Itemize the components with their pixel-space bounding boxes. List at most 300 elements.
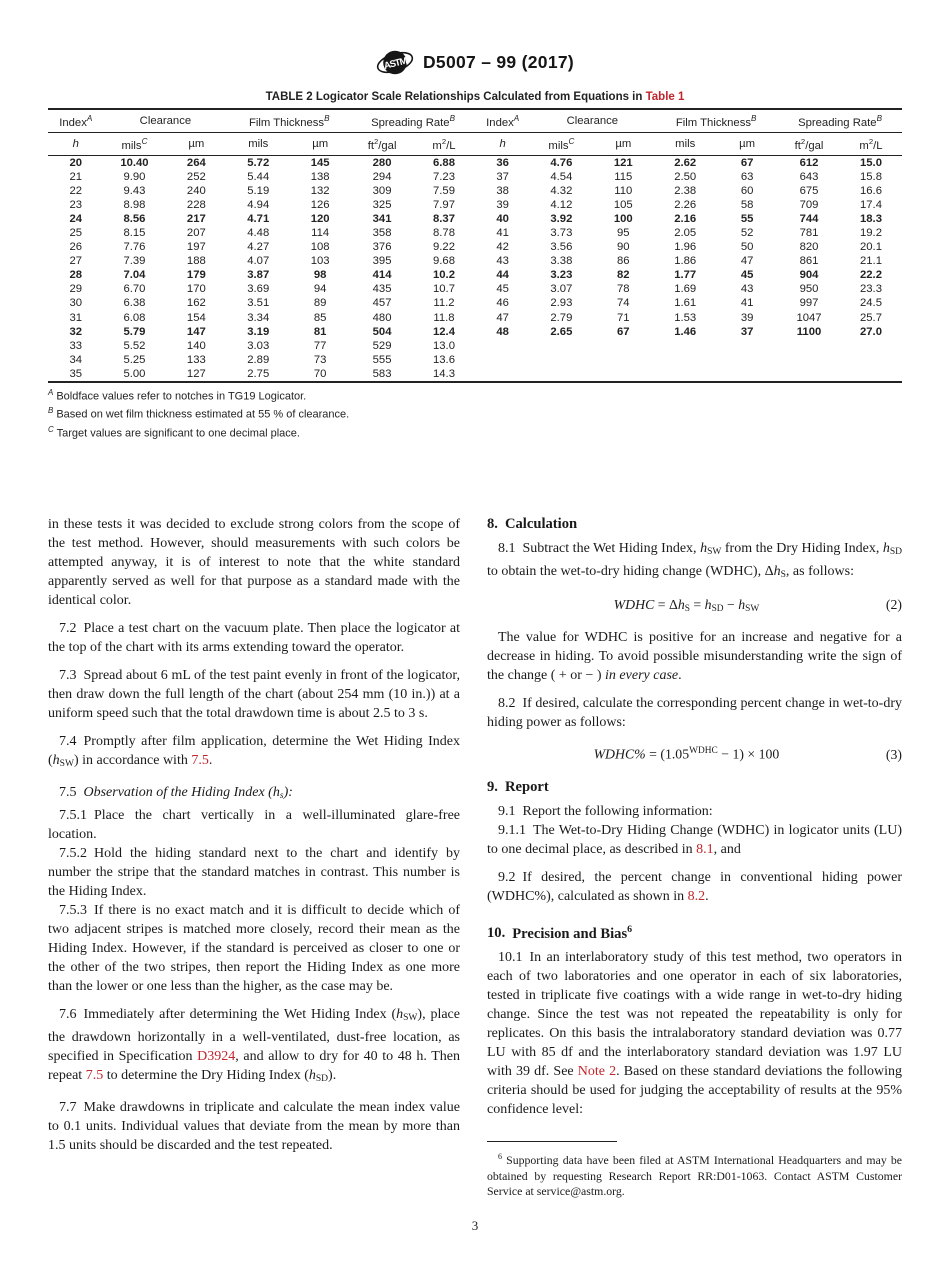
table-cell: 2.16 [674, 212, 697, 225]
table-cell: 504 [372, 325, 392, 338]
table-cell: 13.6 [432, 353, 455, 366]
text-segment: h [677, 596, 685, 612]
text-segment: Film Thickness [675, 116, 751, 129]
paragraph-continuation [48, 515, 460, 610]
table-cell: 4.12 [550, 198, 573, 211]
table-cell: 5.25 [123, 353, 146, 366]
text-segment: 10. [487, 925, 506, 942]
col-header-spreading-rate-right [778, 109, 902, 132]
unit-header [530, 132, 592, 155]
paragraph-wdhc-sign [487, 628, 902, 685]
table-cell: 529 [372, 339, 392, 352]
text-segment: SW [745, 604, 760, 615]
table-cell [530, 353, 592, 367]
text-segment: Hold the hiding standard next to the chart and identify by number the stripe that the standard matches in contrast. This number is the Hiding Index. [48, 845, 460, 899]
text-segment: h [52, 752, 60, 768]
table-cell: 14.3 [432, 367, 455, 380]
ref-link-7-5[interactable]: 7.5 [191, 752, 209, 768]
text-segment: ft [794, 139, 801, 152]
table-cell: 74 [617, 297, 630, 310]
table-cell [654, 339, 716, 353]
table-cell: 2.38 [674, 184, 697, 197]
svg-text:ASTM: ASTM [382, 55, 408, 72]
text-segment: µm [615, 137, 632, 150]
page-number: 3 [471, 1218, 479, 1233]
table-cell [778, 353, 840, 367]
table-cell: 26 [69, 241, 83, 254]
logicator-table [48, 108, 902, 383]
table-cell: 228 [186, 198, 206, 211]
equation-3-body [487, 742, 886, 764]
table-cell: 1.96 [674, 241, 697, 254]
text-segment: h [773, 563, 781, 579]
text-segment: Clearance [139, 114, 192, 127]
table-cell: 37 [496, 170, 509, 183]
unit-header [351, 132, 413, 155]
table-cell: 21 [69, 170, 83, 183]
text-segment: h [882, 540, 890, 556]
table-cell: 120 [310, 212, 330, 225]
table-cell: 7.76 [123, 241, 146, 254]
table-cell: 7.23 [432, 170, 455, 183]
text-segment: . [208, 752, 213, 768]
table-cell: 1.77 [674, 269, 697, 282]
text-segment: The Wet-to-Dry Hiding Change (WDHC) in logicator units (LU) to one decimal place, as described in [487, 822, 902, 857]
table-cell: 3.56 [550, 241, 573, 254]
table-cell: 37 [740, 325, 754, 338]
table-cell: 132 [310, 184, 330, 197]
table-cell: 744 [799, 212, 819, 225]
table-cell: 45 [740, 269, 754, 282]
table-cell: 8.37 [432, 212, 455, 225]
table-cell: 9.22 [432, 241, 455, 254]
table-cell: 25.7 [859, 311, 882, 324]
table-cell: 5.79 [123, 325, 146, 338]
text-segment: 2 [373, 136, 379, 146]
table-cell: 4.94 [247, 198, 270, 211]
standard-designation: D5007 – 99 (2017) [422, 52, 575, 72]
text-segment: 10.1 [498, 950, 523, 966]
text-segment: /gal [378, 139, 397, 152]
unit-header [165, 132, 227, 155]
text-segment: , and allow to dry for 40 to 48 h. Then repeat [48, 1049, 460, 1084]
text-segment: 7.6 [59, 1006, 77, 1022]
text-segment: h [396, 1006, 404, 1022]
table-cell: 7.04 [123, 269, 146, 282]
table-cell: 207 [186, 227, 206, 239]
ref-link-table-1[interactable]: Table 1 [645, 91, 685, 103]
table-cell: 47 [740, 255, 754, 268]
text-segment: h [700, 540, 708, 556]
table-cell: 44 [496, 269, 509, 282]
text-segment: In an interlaboratory study of this test method, two operators in each of two laboratories and one operator in each of six laboratories, tested in triplicate five coatings with a wide range in wet-to-dry hiding change. Since the test was not repeated the repeatability is only for replicates. On this basis the intralaboratory standard deviation was 0.77 LU with 85 df and the interlaboratory standard deviation was 1.97 LU with 39 df. See [487, 950, 902, 1080]
table-cell: 52 [740, 227, 754, 239]
text-segment: Precision and Bias [512, 925, 628, 942]
body-columns [48, 515, 902, 1200]
unit-header [413, 132, 475, 155]
table-cell: 27 [69, 255, 83, 268]
equation-2 [487, 595, 902, 619]
table-cell: 188 [186, 255, 206, 268]
text-segment: h [308, 1068, 316, 1084]
table-cell: 3.69 [247, 283, 270, 296]
table-cell: 457 [372, 297, 392, 310]
table-cell: 8.15 [123, 227, 146, 239]
table-cell: 4.07 [247, 255, 270, 268]
table-cell: 3.73 [550, 227, 573, 239]
paragraph-7-7 [48, 1098, 460, 1155]
table-cell: 162 [186, 297, 206, 310]
table-body [48, 155, 902, 382]
table-cell [654, 353, 716, 367]
text-segment: SD [889, 546, 903, 557]
table-cell: 3.23 [550, 269, 573, 282]
table-cell: 23.3 [859, 283, 882, 296]
text-segment: /L [873, 139, 883, 152]
table-cell [530, 367, 592, 382]
ref-link-8-1[interactable]: 8.1 [696, 841, 714, 857]
ref-link-8-2[interactable]: 8.2 [687, 888, 706, 904]
table-cell: 63 [740, 170, 754, 183]
paragraph-9-1 [487, 802, 902, 821]
unit-header [840, 132, 902, 155]
table-cell: 140 [186, 339, 206, 352]
text-segment: Spreading Rate [371, 116, 450, 129]
table-cell: 358 [372, 227, 392, 239]
table-cell: 997 [799, 297, 819, 310]
text-segment: m [432, 139, 442, 152]
text-segment: B [449, 114, 455, 123]
text-segment: from the Dry Hiding Index, [721, 540, 883, 556]
table-cell: 133 [186, 353, 206, 366]
table-cell: 294 [372, 170, 392, 183]
table-cell: 60 [740, 184, 754, 197]
ref-link-d3924[interactable]: D3924 [197, 1049, 236, 1065]
table-cell: 43 [740, 283, 754, 296]
table-cell: 39 [740, 311, 754, 324]
text-segment: If desired, the percent change in conventional hiding power (WDHC%), calculated as shown in [487, 869, 902, 904]
table-cell: 2.75 [247, 367, 270, 380]
table-cell: 41 [740, 297, 754, 310]
text-segment: 7.5.3 [59, 902, 87, 918]
table-cell: 709 [799, 198, 819, 211]
table-footnote-c [48, 423, 902, 441]
table-cell: 55 [740, 212, 754, 225]
table-cell: 414 [372, 269, 392, 282]
text-segment: µm [188, 137, 205, 150]
table-cell: 81 [313, 325, 327, 338]
table-cell: 16.6 [859, 184, 882, 197]
text-segment: Promptly after film application, determine the Wet Hiding Index ( [48, 733, 460, 768]
unit-header [48, 132, 104, 155]
text-segment: Film Thickness [248, 116, 325, 129]
table-cell: 15.0 [859, 156, 882, 169]
table-cell: 2.65 [550, 325, 573, 338]
text-segment: If desired, calculate the corresponding percent change in wet-to-dry hiding power as follows: [487, 696, 902, 731]
text-segment: s [279, 790, 284, 801]
table-cell: 12.4 [432, 325, 455, 338]
table-cell: 13.0 [432, 339, 455, 352]
text-segment: in these tests it was decided to exclude strong colors from the scope of the test method. However, should measurements with such colors be attempted anyway, it is of interest to note that the white standard apparently served as well for that purpose as a standard made with the identical color. [48, 516, 460, 608]
table-cell: 46 [496, 297, 509, 310]
text-segment: 9.2 [498, 869, 516, 885]
table-cell: 240 [186, 184, 206, 197]
text-segment: Immediately after determining the Wet Hiding Index ( [83, 1006, 397, 1022]
table-cell: 6.08 [123, 311, 146, 324]
table-row [48, 367, 902, 382]
table-cell: 904 [799, 269, 819, 282]
table-cell: 1.53 [674, 311, 697, 324]
table-cell: 77 [313, 339, 327, 352]
text-segment: mils [548, 139, 569, 152]
table-cell: 3.51 [247, 297, 270, 310]
text-segment: S [684, 604, 690, 615]
text-segment: 6 [498, 1152, 503, 1162]
text-segment: Spread about 6 mL of the test paint evenly in front of the logicator, then draw down the full length of the chart (about 254 mm (10 in.)) at a uniform speed such that the total drawdown time is about 2.5 to 3 s. [48, 667, 460, 721]
paragraph-10-1 [487, 948, 902, 1119]
table-cell: 24.5 [859, 297, 882, 310]
table-cell: 35 [69, 367, 83, 380]
left-column [48, 515, 460, 1200]
table-cell: 71 [617, 311, 630, 324]
table-cell: 3.03 [247, 339, 270, 352]
table-cell: 9.68 [432, 255, 455, 268]
text-segment: 2 [868, 136, 874, 146]
table-cell: 20.1 [859, 241, 882, 254]
text-segment: − [723, 596, 739, 612]
table-cell: 115 [614, 170, 633, 183]
table-cell: 24 [69, 212, 83, 225]
text-segment: Index [59, 116, 87, 129]
ref-link-7-5[interactable]: 7.5 [85, 1068, 104, 1084]
table-cell: 781 [799, 227, 819, 239]
table-cell: 11.2 [433, 297, 455, 310]
table-cell: 950 [799, 283, 819, 296]
text-segment: Clearance [566, 114, 619, 127]
table-cell: 95 [617, 227, 630, 239]
text-segment: ) in accordance with [73, 752, 192, 768]
table-cell: 10.7 [432, 283, 455, 296]
text-segment: Observation of the Hiding Index ( [83, 784, 273, 800]
section-heading-9 [487, 778, 902, 797]
table-cell: 43 [496, 255, 509, 268]
table-row [48, 155, 902, 170]
text-segment: 2 [441, 136, 447, 146]
table-cell: 2.62 [674, 156, 697, 169]
paragraph-7-2 [48, 619, 460, 657]
table-cell: 42 [496, 241, 509, 254]
col-header-clearance-right [530, 109, 654, 132]
table-cell: 48 [496, 325, 509, 338]
text-segment: TABLE 2 Logicator Scale Relationships Calculated from Equations in [265, 91, 646, 103]
table-cell: 7.39 [123, 255, 146, 268]
text-segment: 9. [487, 778, 498, 795]
text-segment: m [859, 139, 869, 152]
table-cell: 2.05 [674, 227, 697, 239]
text-segment: S [780, 569, 786, 580]
table-cell: 17.4 [859, 198, 882, 211]
text-segment: C [568, 136, 575, 146]
table-cell: 1.61 [674, 297, 697, 310]
table-cell: 3.87 [247, 269, 270, 282]
table-cell: 197 [186, 241, 206, 254]
paragraph-7-6 [48, 1005, 460, 1089]
table-cell: 98 [313, 269, 327, 282]
text-segment: SW [59, 758, 74, 769]
table-cell: 20 [69, 156, 83, 169]
table-cell: 27.0 [859, 325, 882, 338]
footnote-divider [487, 1141, 617, 1142]
table-cell: 58 [740, 198, 754, 211]
unit-header [289, 132, 351, 155]
text-segment: Subtract the Wet Hiding Index, [522, 540, 701, 556]
table-cell: 67 [740, 156, 754, 169]
col-header-index-left [48, 109, 104, 132]
unit-header [654, 132, 716, 155]
footnote-6 [487, 1149, 902, 1199]
text-segment: h [272, 784, 280, 800]
table-cell [592, 339, 654, 353]
table-cell: 309 [372, 184, 392, 197]
text-segment: 7.5.2 [59, 845, 87, 861]
text-segment: Based on wet film thickness estimated at 55 % of clearance. [53, 408, 350, 421]
text-segment: B [48, 406, 54, 416]
text-segment: , as follows: [785, 563, 854, 579]
text-segment: WDHC [613, 596, 655, 612]
table-cell: 376 [372, 241, 392, 254]
equation-3-number: (3) [885, 746, 902, 762]
table-title [48, 91, 902, 103]
table-cell: 47 [496, 311, 509, 324]
table-cell: 643 [799, 170, 819, 183]
text-segment: A [86, 114, 93, 123]
table-cell: 264 [186, 156, 206, 169]
table-cell: 10.2 [432, 269, 455, 282]
table-cell [840, 339, 902, 353]
text-segment: 9.1.1 [498, 822, 526, 838]
text-segment: ), place the drawdown horizontally in a well-ventilated, dust-free location, as specified in Specification [48, 1006, 460, 1065]
text-segment: h [738, 596, 746, 612]
table-cell: 90 [617, 241, 630, 254]
table-cell: 7.97 [432, 198, 455, 211]
table-row [48, 296, 902, 310]
text-segment: 7.5.1 [59, 807, 87, 823]
table-cell: 39 [496, 198, 509, 211]
table-cell [592, 353, 654, 367]
table-footnotes [48, 386, 902, 441]
table-cell [654, 367, 716, 382]
text-segment: h [72, 137, 79, 150]
text-segment: in every case [605, 668, 679, 684]
paragraph-9-2 [487, 868, 902, 906]
table-cell: 82 [617, 269, 630, 282]
text-segment: . [678, 668, 682, 684]
table-cell: 2.26 [674, 198, 697, 211]
table-row [48, 268, 902, 282]
text-segment: 8. [487, 515, 498, 532]
text-segment: WDHC [689, 746, 718, 757]
table-cell: 1.46 [674, 325, 697, 338]
table-row [48, 311, 902, 325]
col-header-film-thickness-right [654, 109, 778, 132]
table-row [48, 240, 902, 254]
table-cell: 103 [310, 255, 330, 268]
table-cell: 108 [310, 241, 330, 254]
text-segment: = [689, 596, 705, 612]
ref-link-note-2[interactable]: Note 2 [577, 1064, 617, 1080]
text-segment: C [48, 424, 54, 434]
table-cell: 32 [69, 325, 83, 338]
table-cell: 34 [69, 353, 83, 366]
table-cell: 252 [186, 170, 206, 183]
section-heading-8 [487, 515, 902, 534]
paragraph-7-5-3 [48, 901, 460, 996]
table-cell [475, 367, 531, 382]
table-cell: 3.19 [247, 325, 270, 338]
text-segment: h [499, 137, 506, 150]
paragraph-9-1-1 [487, 821, 902, 859]
table-cell: 38 [496, 184, 509, 197]
table-cell: 435 [372, 283, 392, 296]
text-segment: 9.1 [498, 803, 516, 819]
table-row [48, 170, 902, 184]
table-cell: 280 [372, 156, 392, 169]
paragraph-7-3 [48, 666, 460, 723]
table-cell: 28 [69, 269, 83, 282]
table-cell: 21.1 [859, 255, 882, 268]
table-cell [840, 353, 902, 367]
text-segment: µm [312, 137, 329, 150]
equation-2-number: (2) [885, 596, 902, 612]
text-segment: ft [367, 139, 374, 152]
table-cell: 19.2 [859, 227, 882, 239]
table-row [48, 325, 902, 339]
text-segment: Calculation [504, 515, 578, 532]
text-segment: /L [446, 139, 456, 152]
text-segment: SW [403, 1013, 418, 1024]
unit-header [592, 132, 654, 155]
text-segment: B [876, 114, 882, 123]
table-cell: 50 [740, 241, 754, 254]
table-cell: 9.43 [123, 184, 146, 197]
table-cell: 15.8 [859, 170, 882, 183]
text-segment: 7.4 [59, 733, 77, 749]
text-segment: 8.2 [498, 696, 516, 712]
table-cell: 11.8 [433, 311, 455, 324]
text-segment: B [324, 114, 330, 123]
table-cell: 3.38 [550, 255, 573, 268]
table-cell: 40 [496, 212, 509, 225]
text-segment: Report the following information: [522, 803, 713, 819]
table-cell [840, 367, 902, 382]
unit-header [475, 132, 531, 155]
table-cell: 3.92 [550, 212, 573, 225]
table-cell: 480 [372, 311, 392, 324]
text-segment: 6 [627, 923, 633, 935]
table-cell: 8.56 [123, 212, 146, 225]
table-cell [778, 367, 840, 382]
col-header-spreading-rate-left [351, 109, 475, 132]
table-footnote-b [48, 404, 902, 422]
table-cell: 4.54 [550, 170, 573, 183]
table-cell: 555 [372, 353, 392, 366]
table-unit-header-row [48, 132, 902, 155]
text-segment: mils [121, 139, 142, 152]
table-footnote-a [48, 386, 902, 404]
table-cell: 18.3 [859, 212, 882, 225]
text-segment: SD [315, 1074, 329, 1085]
table-cell: 5.00 [123, 367, 146, 380]
